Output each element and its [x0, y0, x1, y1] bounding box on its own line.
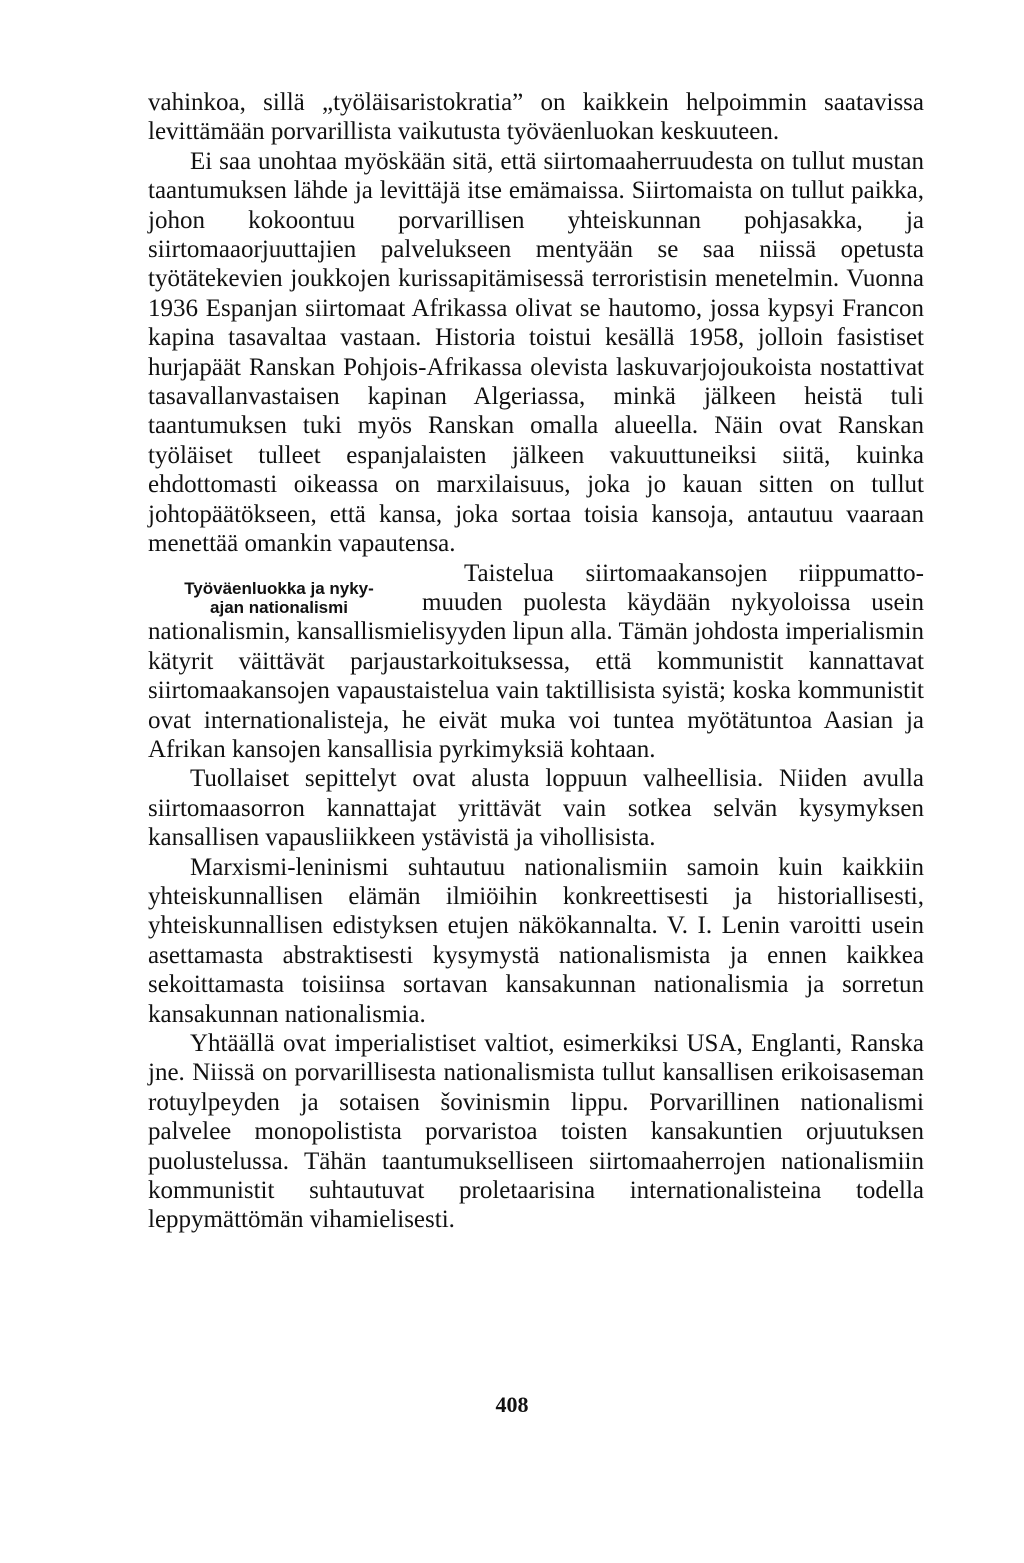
- paragraph-continuation: vahinkoa, sillä „työläisaristokratia” on kaikkein helpoimmin saatavissa levittämään porvarillista vaikutusta työväenluokan keskuuteen.: [148, 89, 924, 146]
- section-block: [148, 559, 924, 765]
- paragraph-fabrications: Tuollaiset sepittelyt ovat alusta loppuun valheellisia. Niiden avulla siirtomaasorron kannattajat yrittävät vain sotkea selvän kysymyksen kansallisen vapausliikkeen ystävistä ja vihollisista.: [148, 765, 924, 852]
- side-heading-line-2: ajan nationalismi: [210, 597, 348, 617]
- paragraph-marxism: Marxismi-leninismi suhtautuu nationalismiin samoin kuin kaikkiin yhteiskunnallisen elämän ilmiöihin konkreettisesti ja historiallisesti, yhteiskunnallisen edistyksen etujen näkökannalta. V. I. Lenin varoitti usein asettamasta abstraktisesti kysymystä nationalismista ja ennen kaikkea sekoittamasta toisiinsa sortavan kansakunnan nationalismia ja sorretun kansakunnan nationalismia.: [148, 853, 924, 1028]
- side-heading: [148, 579, 410, 617]
- paragraph-struggle: Taistelua siirtomaakansojen riippumattomuuden puolesta käydään nykyoloissa usein nationalismin, kansallismielisyyden lipun alla. Tämän johdosta imperialismin kätyrit väittävät parjaustarkoituksessa, että kommunistit kannattavat siirtomaakansojen vapaustaistelua vain taktillisista syistä; koska kommunistit ovat internationalisteja, he eivät muka voi tuntea myötätuntoa Aasian ja Afrikan kansojen kansallisia pyrkimyksiä kohtaan.: [148, 559, 924, 763]
- page-body: [148, 88, 924, 1235]
- paragraph-colonies: Ei saa unohtaa myöskään sitä, että siirtomaaherruudesta on tullut mustan taantumuksen lähde ja levittäjä itse emämaissa. Siirtomaista on tullut paikka, johon kokoontuu porvarillisen yhteiskunnan pohjasakka, ja siirtomaaorjuuttajien palvelukseen mentyään se saa niissä opetusta työtätekevien joukkojen kurissapitämisessä terroristisin menetelmin. Vuonna 1936 Espanjan siirtomaat Afrikassa olivat se hautomo, jossa kypsyi Francon kapina tasavaltaa vastaan. Historia toistui kesällä 1958, jolloin fasistiset hurjapäät Ranskan Pohjois-Afrikassa olevista laskuvarjojoukoista nostattivat tasavallanvastaisen kapinan Algeriassa, minkä jälkeen heistä tuli taantumuksen tuki myös Ranskan omalla alueella. Näin ovat Ranskan työläiset tulleet espanjalaisten jälkeen vakuuttuneiksi siitä, kuinka ehdottomasti oikeassa on marxilaisuus, joka jo kauan sitten on tullut johtopäätökseen, että kansa, joka sortaa toisia kansoja, antautuu vaaraan menettää omankin vapautensa.: [148, 147, 924, 558]
- side-heading-line-1: Työväenluokka ja nyky-: [184, 578, 374, 598]
- paragraph-imperialist-states: Yhtäällä ovat imperialistiset valtiot, esimerkiksi USA, Englanti, Ranska jne. Niissä on porvarillisesta nationalismista tullut kansallisen erikoisaseman rotuylpeyden ja sotaisen šovinismin lippu. Porvarillinen nationalismi palvelee monopolistista porvaristoa toisten kansakuntien orjuutuksen puolustelussa. Tähän taantumukselliseen siirtomaaherrojen nationalismiin kommunistit suhtautuvat proletaarisina internationalisteina todella leppymättömän vihamielisesti.: [148, 1030, 924, 1234]
- page-number: 408: [495, 1392, 529, 1417]
